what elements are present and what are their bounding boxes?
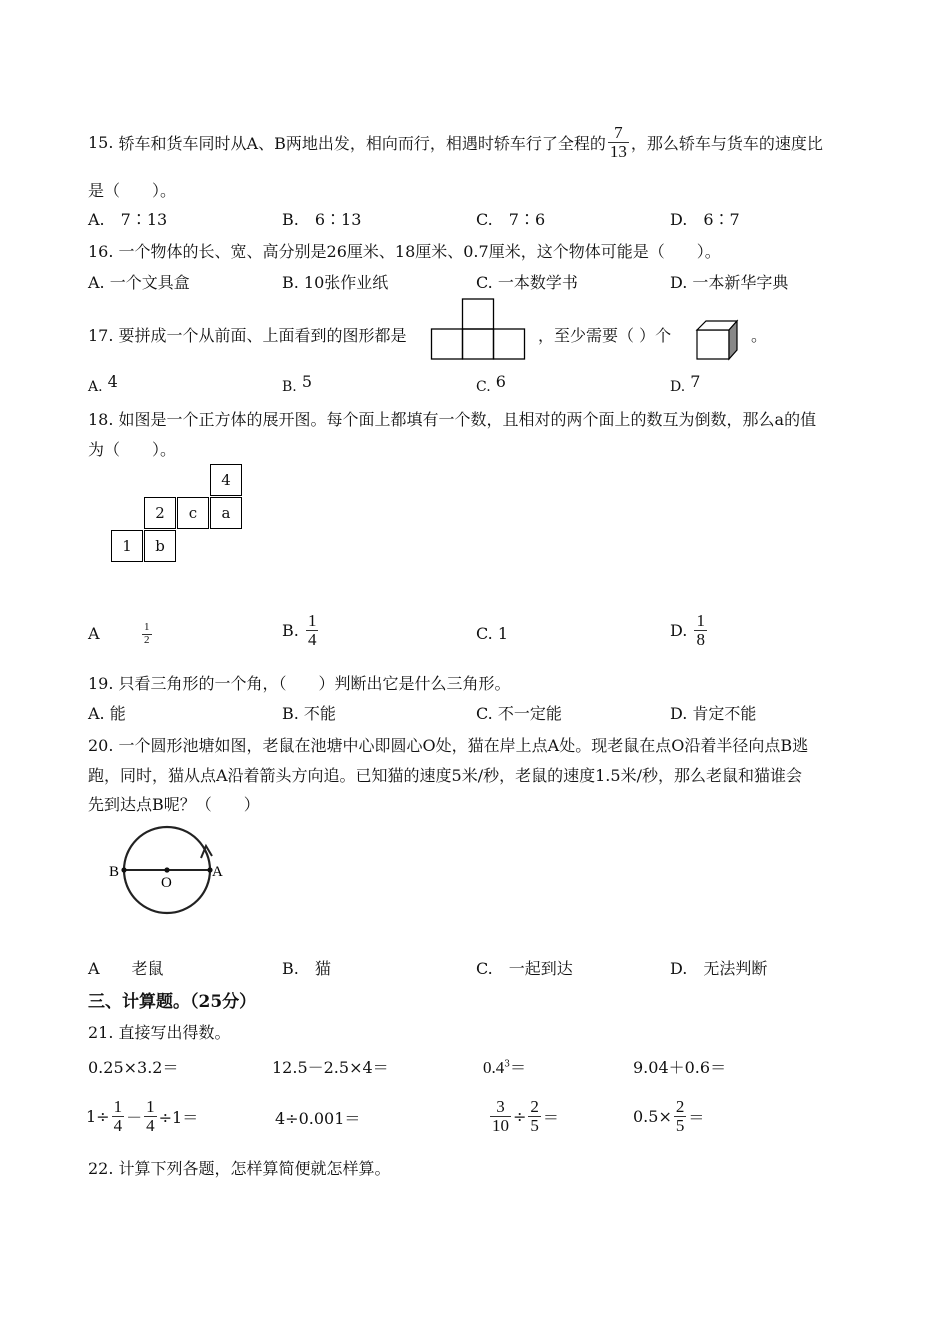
net-cell-1: 1 <box>111 530 143 562</box>
q19-option-a[interactable]: A. 能 <box>88 704 126 723</box>
q21-item-8-eq: ＝ <box>688 1107 705 1127</box>
net-cell-c: c <box>177 497 209 529</box>
q19-option-c[interactable]: C. 不一定能 <box>476 704 562 723</box>
q18-a-den: 2 <box>144 633 150 646</box>
q20-option-c[interactable]: C. 一起到达 <box>476 959 573 978</box>
q18-b-num: 1 <box>307 610 317 630</box>
q18-stem-line2: 为（ ）。 <box>88 440 177 459</box>
q15-option-d[interactable]: D. 6∶7 <box>670 210 740 229</box>
q18-option-c[interactable]: C. 1 <box>476 624 509 643</box>
q17-option-b[interactable] <box>282 372 313 395</box>
point-o <box>164 867 169 872</box>
q19-option-d[interactable]: D. 肯定不能 <box>670 704 757 723</box>
q15-text-before: 轿车和货车同时从A、B两地出发，相向而行，相遇时轿车行了全程的 <box>118 133 606 153</box>
q21-item-7-f2-den: 5 <box>530 1115 539 1135</box>
q18-a-num: 1 <box>144 621 150 633</box>
q18-d-label: D. <box>670 620 688 640</box>
q21-item-7-f1-num: 3 <box>496 1096 505 1116</box>
q15-frac-den: 13 <box>609 141 627 161</box>
q21-item-5-f2-den: 4 <box>146 1115 155 1135</box>
q21-item-7-eq: ＝ <box>542 1107 559 1127</box>
q22-title: 22. 计算下列各题，怎样算简便就怎样算。 <box>88 1159 391 1178</box>
q21-item-7 <box>488 1093 559 1139</box>
q15-option-c[interactable]: C. 7∶6 <box>476 210 546 229</box>
q21-item-5-f2-num: 1 <box>146 1096 155 1116</box>
q21-item-8-num: 2 <box>675 1096 685 1116</box>
q21-item-5-f1-num: 1 <box>113 1096 123 1116</box>
point-b <box>121 867 126 872</box>
net-cell-a: a <box>210 497 242 529</box>
q21-item-3-exponent: 3 <box>504 1059 510 1070</box>
q21-item-8-den: 5 <box>675 1115 685 1135</box>
q17-stem-before: 17. 要拼成一个从前面、上面看到的图形都是 <box>88 326 407 345</box>
label-b: B <box>109 864 120 880</box>
q17-option-d[interactable] <box>670 372 701 395</box>
q21-item-3 <box>483 1055 526 1078</box>
q18-b-den: 4 <box>307 629 317 649</box>
net-cell-b: b <box>144 530 176 562</box>
q16-stem: 16. 一个物体的长、宽、高分别是26厘米、18厘米、0.7厘米，这个物体可能是（ ）。 <box>88 242 721 261</box>
q18-option-a-label[interactable]: A <box>88 624 100 643</box>
net-cell-2: 2 <box>144 497 176 529</box>
q17-stem-end: 。 <box>751 326 768 345</box>
q20-stem-line3: 先到达点B呢？（ ） <box>88 795 260 814</box>
q15-stem <box>88 117 823 167</box>
q17-option-c-letter: C. <box>476 379 491 395</box>
q21-item-7-f2-num: 2 <box>530 1096 539 1116</box>
q18-stem-line1: 18. 如图是一个正方体的展开图。每个面上都填有一个数，且相对的两个面上的数互为倒数，那么a的值 <box>88 410 817 429</box>
q15-fraction <box>608 124 629 161</box>
q21-item-8 <box>633 1093 704 1139</box>
cube-icon <box>695 319 739 361</box>
q17-option-a-value: 4 <box>107 372 118 391</box>
q21-item-1: 0.25×3.2＝ <box>88 1058 179 1077</box>
q19-stem: 19. 只看三角形的一个角，（ ）判断出它是什么三角形。 <box>88 674 511 693</box>
q20-option-b[interactable]: B. 猫 <box>282 959 331 978</box>
q17-option-a-letter: A. <box>88 379 103 395</box>
q20-stem-line1: 20. 一个圆形池塘如图，老鼠在池塘中心即圆心O处，猫在岸上点A处。现老鼠在点O沿着半径向点B逃 <box>88 736 809 755</box>
q15-frac-num: 7 <box>614 122 623 142</box>
q21-item-7-f1-den: 10 <box>492 1115 509 1135</box>
q17-option-d-value: 7 <box>690 372 701 391</box>
q19-option-b[interactable]: B. 不能 <box>282 704 336 723</box>
q21-item-5-pre: 1÷ <box>86 1106 110 1126</box>
q21-item-5-minus: － <box>126 1107 143 1127</box>
q16-option-c[interactable]: C. 一本数学书 <box>476 273 578 292</box>
q20-option-a[interactable]: A 老鼠 <box>88 959 164 978</box>
q17-option-c[interactable] <box>476 372 506 395</box>
q21-item-5-post: ÷1＝ <box>158 1107 199 1127</box>
net-cell-4: 4 <box>210 464 242 496</box>
q18-option-a-fraction[interactable] <box>140 622 154 646</box>
q21-item-4: 9.04＋0.6＝ <box>633 1058 727 1077</box>
q17-stem-middle: ，至少需要（ ）个 <box>538 326 672 345</box>
q15-text-after: ，那么轿车与货车的速度比 <box>630 133 823 153</box>
q16-option-a[interactable]: A. 一个文具盒 <box>88 273 190 292</box>
q20-option-d[interactable]: D. 无法判断 <box>670 959 768 978</box>
q15-number: 15. <box>88 132 114 152</box>
label-a: A <box>212 864 223 880</box>
q21-item-7-div: ÷ <box>513 1106 527 1126</box>
section-3-heading: 三、计算题。（25分） <box>88 992 257 1012</box>
q17-option-d-letter: D. <box>670 379 686 395</box>
q21-item-5-f1-den: 4 <box>113 1115 123 1135</box>
q17-option-a[interactable] <box>88 372 118 395</box>
q17-option-b-value: 5 <box>301 372 313 391</box>
label-o: O <box>161 875 172 891</box>
q15-stem-line2: 是（ ）。 <box>88 181 177 200</box>
q18-option-b[interactable] <box>282 607 320 653</box>
q20-stem-line2: 跑，同时，猫从点A沿着箭头方向追。已知猫的速度5米/秒，老鼠的速度1.5米/秒，那么老鼠和猫谁会 <box>88 766 802 785</box>
q21-item-6: 4÷0.001＝ <box>275 1109 361 1128</box>
q21-item-3-base: 0.4 <box>483 1058 505 1077</box>
q15-option-a[interactable]: A. 7∶13 <box>88 210 168 229</box>
q21-item-5 <box>86 1093 198 1139</box>
q16-option-d[interactable]: D. 一本新华字典 <box>670 273 789 292</box>
q17-view-figure <box>430 298 528 360</box>
q20-pond-diagram <box>106 822 236 918</box>
q18-d-num: 1 <box>696 610 705 630</box>
q18-b-label: B. <box>282 620 299 640</box>
q18-d-den: 8 <box>696 629 705 649</box>
q17-option-c-value: 6 <box>495 372 506 391</box>
q18-option-d[interactable] <box>670 607 709 653</box>
q21-item-3-eq: ＝ <box>509 1058 526 1077</box>
q16-option-b[interactable]: B. 10张作业纸 <box>282 273 389 292</box>
q17-option-b-letter: B. <box>282 379 297 395</box>
q21-item-8-pre: 0.5× <box>633 1106 672 1126</box>
q21-title: 21. 直接写出得数。 <box>88 1023 231 1042</box>
q15-option-b[interactable]: B. 6∶13 <box>282 210 362 229</box>
q21-item-2: 12.5－2.5×4＝ <box>272 1058 389 1077</box>
